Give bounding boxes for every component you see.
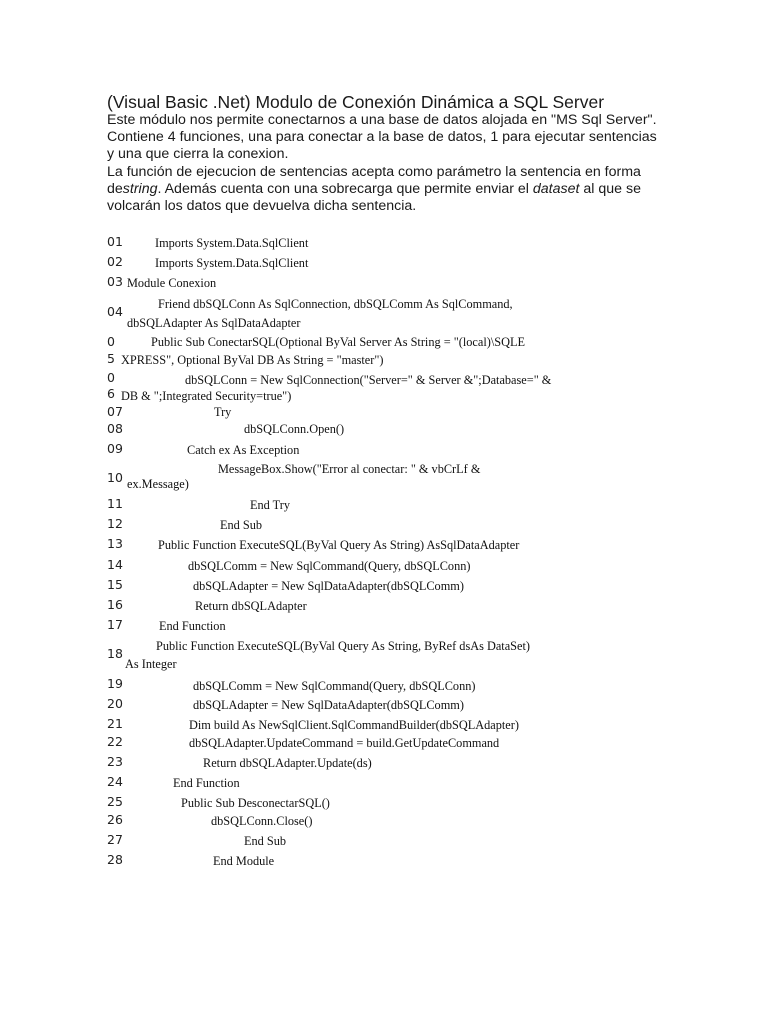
code-line-continuation: ex.Message) <box>127 477 189 491</box>
code-line: Catch ex As Exception <box>187 443 300 457</box>
line-number-part: 0 <box>107 334 115 349</box>
intro-p3-part-c: . Además cuenta con una sobrecarga que permite enviar el <box>157 180 533 197</box>
code-line: Dim build As NewSqlClient.SqlCommandBuilder(dbSQLAdapter) <box>189 718 519 732</box>
line-number: 20 <box>107 696 123 711</box>
line-number: 19 <box>107 676 123 691</box>
line-number: 22 <box>107 734 123 749</box>
code-line: Try <box>214 405 232 419</box>
intro-p3-part-a: La función de ejecucion de sentencias acepta como parámetro la sentencia en forma de <box>107 163 641 197</box>
code-line: End Function <box>173 776 240 790</box>
code-line: Public Function ExecuteSQL(ByVal Query As String) AsSqlDataAdapter <box>158 538 520 552</box>
code-line: End Sub <box>220 518 263 532</box>
code-line: Public Sub DesconectarSQL() <box>181 796 330 810</box>
code-line: End Sub <box>244 834 287 848</box>
line-number: 07 <box>107 404 123 419</box>
code-line-continuation: As Integer <box>125 657 177 671</box>
code-line: dbSQLAdapter = New SqlDataAdapter(dbSQLComm) <box>193 698 464 712</box>
intro-paragraph-2: Contiene 4 funciones, una para conectar a la base de datos, 1 para ejecutar sentencias y una que cierra la conexion. <box>107 129 657 163</box>
line-number: 18 <box>107 646 123 661</box>
line-number-part: 5 <box>107 351 115 366</box>
line-number: 27 <box>107 832 123 847</box>
line-number: 26 <box>107 812 123 827</box>
line-number: 23 <box>107 754 123 769</box>
line-number: 10 <box>107 470 123 485</box>
code-line: dbSQLConn = New SqlConnection("Server=" & Server &";Database=" & <box>185 373 552 387</box>
code-line: Imports System.Data.SqlClient <box>155 256 309 270</box>
code-line: dbSQLAdapter = New SqlDataAdapter(dbSQLComm) <box>193 579 464 593</box>
code-line: dbSQLConn.Close() <box>211 814 313 828</box>
line-number: 12 <box>107 516 123 531</box>
code-line: Friend dbSQLConn As SqlConnection, dbSQLComm As SqlCommand, <box>158 297 513 311</box>
intro-p3-string-term: string <box>122 180 158 197</box>
code-line: Public Function ExecuteSQL(ByVal Query As String, ByRef dsAs DataSet) <box>156 639 530 653</box>
line-number: 13 <box>107 536 123 551</box>
line-number: 15 <box>107 577 123 592</box>
line-number: 01 <box>107 234 123 249</box>
code-line: End Try <box>250 498 290 512</box>
code-line: MessageBox.Show("Error al conectar: " & vbCrLf & <box>218 462 481 476</box>
intro-p3-part-e: al que se volcarán los datos que devuelva dicha sentencia. <box>107 180 641 215</box>
code-line-continuation: dbSQLAdapter As SqlDataAdapter <box>127 316 301 330</box>
line-number: 14 <box>107 557 123 572</box>
line-number: 17 <box>107 617 123 632</box>
line-number: 09 <box>107 441 123 456</box>
line-number: 03 <box>107 274 123 289</box>
line-number-part: 6 <box>107 386 115 401</box>
line-number: 28 <box>107 852 123 867</box>
code-line-continuation: XPRESS", Optional ByVal DB As String = "master") <box>121 353 384 367</box>
code-line: End Function <box>159 619 226 633</box>
code-line: dbSQLComm = New SqlCommand(Query, dbSQLConn) <box>193 679 476 693</box>
line-number: 16 <box>107 597 123 612</box>
line-number-part: 0 <box>107 370 115 385</box>
line-number: 08 <box>107 421 123 436</box>
line-number: 24 <box>107 774 123 789</box>
code-line: Imports System.Data.SqlClient <box>155 236 309 250</box>
code-line-continuation: DB & ";Integrated Security=true") <box>121 389 292 403</box>
code-line: Public Sub ConectarSQL(Optional ByVal Server As String = "(local)\SQLE <box>151 335 525 349</box>
code-line: dbSQLConn.Open() <box>244 422 345 436</box>
page-title: (Visual Basic .Net) Modulo de Conexión Dinámica a SQL Server <box>107 92 605 112</box>
intro-p3-dataset-term: dataset <box>532 180 580 197</box>
code-line: Return dbSQLAdapter.Update(ds) <box>203 756 372 770</box>
intro-paragraph-1: Este módulo nos permite conectarnos a una base de datos alojada en "MS Sql Server". <box>107 112 657 128</box>
line-number: 11 <box>107 496 123 511</box>
line-number: 02 <box>107 254 123 269</box>
code-line: Return dbSQLAdapter <box>195 599 307 613</box>
code-line: dbSQLAdapter.UpdateCommand = build.GetUpdateCommand <box>189 736 500 750</box>
code-line: Module Conexion <box>127 276 217 290</box>
line-number: 21 <box>107 716 123 731</box>
line-number: 04 <box>107 304 123 319</box>
code-line: End Module <box>213 854 275 868</box>
code-line: dbSQLComm = New SqlCommand(Query, dbSQLConn) <box>188 559 471 573</box>
line-number: 25 <box>107 794 123 809</box>
